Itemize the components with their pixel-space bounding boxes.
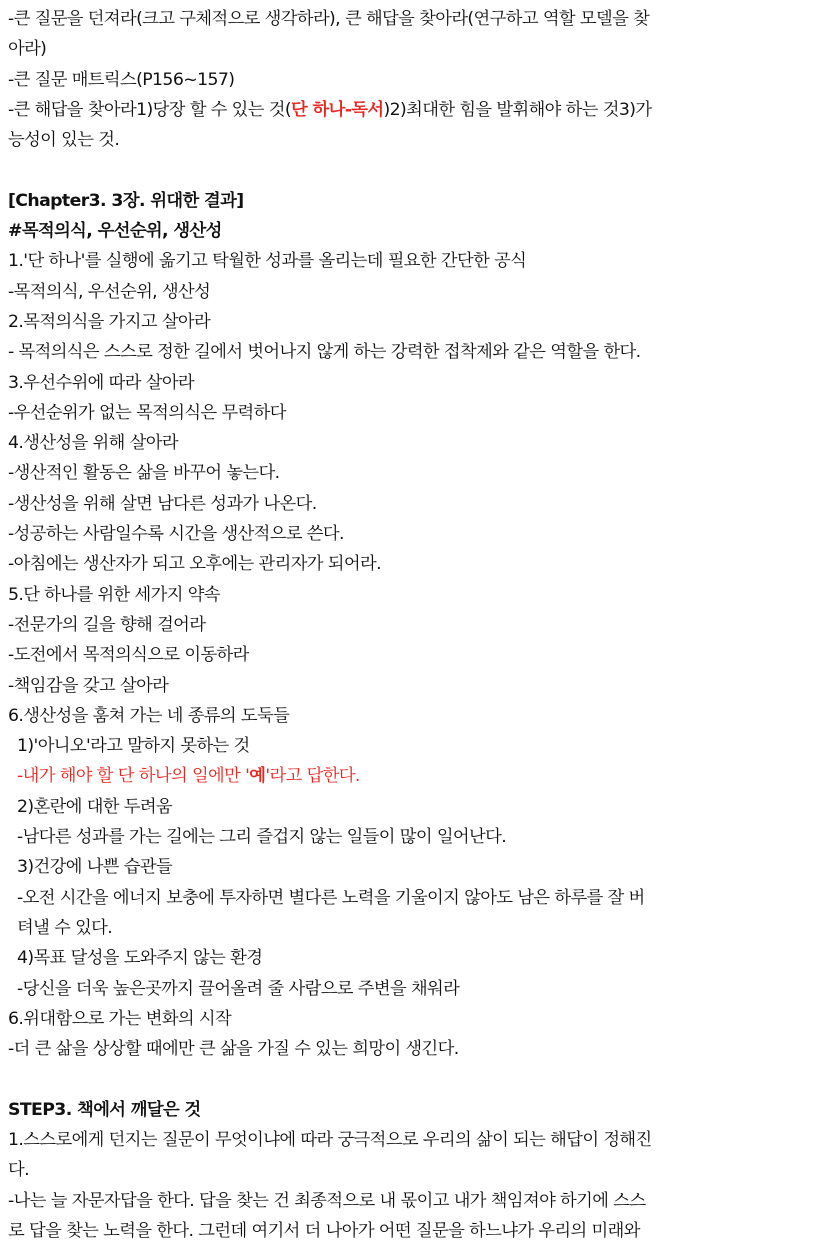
text-line: -오전 시간을 에너지 보충에 투자하면 별다른 노력을 기울이지 않아도 남은 하루를 잘 버 — [17, 887, 645, 908]
text-span: -내가 해야 할 단 하나의 일에만 ' — [17, 766, 250, 787]
text-line: 텨낼 수 있다. — [17, 917, 113, 938]
text-line: 로 답을 찾는 노력을 한다. 그런데 여기서 더 나아가 어떤 질문을 하느냐가 우리의 미래와 — [8, 1220, 640, 1241]
text-line: 4)목표 달성을 도와주지 않는 환경 — [17, 948, 263, 969]
text-line: 3)건강에 나쁜 습관들 — [17, 857, 173, 878]
text-line: - 목적의식은 스스로 정한 길에서 벗어나지 않게 하는 강력한 접착제와 같은 역할을 한다. — [8, 342, 641, 363]
text-line: 6.생산성을 훔쳐 가는 네 종류의 도둑들 — [8, 705, 290, 726]
text-line: 4.생산성을 위해 살아라 — [8, 433, 178, 454]
highlight-text: 예 — [249, 766, 266, 787]
text-line: 2.목적의식을 가지고 살아라 — [8, 311, 211, 332]
blank-line — [8, 1064, 827, 1094]
text-line: -성공하는 사람일수록 시간을 생산적으로 쓴다. — [8, 524, 344, 545]
text-line: -우선순위가 없는 목적의식은 무력하다 — [8, 402, 286, 423]
text-line: -생산적인 활동은 삶을 바꾸어 놓는다. — [8, 463, 280, 484]
text-line: 1.'단 하나'를 실행에 옮기고 탁월한 성과를 올리는데 필요한 간단한 공식 — [8, 251, 527, 272]
text-span: )2)최대한 힘을 발휘해야 하는 것3)가 — [383, 99, 652, 120]
text-line: -나는 늘 자문자답을 한다. 답을 찾는 건 최종적으로 내 몫이고 내가 책임져야 하기에 스스 — [8, 1190, 646, 1211]
text-line: -더 큰 삶을 상상할 때에만 큰 삶을 가질 수 있는 희망이 생긴다. — [8, 1039, 459, 1060]
text-line: -남다른 성과를 가는 길에는 그리 즐겁지 않는 일들이 많이 일어난다. — [17, 827, 507, 848]
text-line: -목적의식, 우선순위, 생산성 — [8, 281, 211, 302]
text-line: 1.스스로에게 던지는 질문이 무엇이냐에 따라 궁극적으로 우리의 삶이 되는 해답이 정해진 — [8, 1129, 652, 1150]
text-line: 5.단 하나를 위한 세가지 약속 — [8, 584, 220, 605]
text-line: 능성이 있는 것. — [8, 130, 120, 151]
chapter-heading: [Chapter3. 3장. 위대한 결과] — [8, 190, 244, 211]
text-line: -전문가의 길을 향해 걸어라 — [8, 614, 206, 635]
text-line: -생산성을 위해 살면 남다른 성과가 나온다. — [8, 493, 317, 514]
text-line: -큰 질문을 던져라(크고 구체적으로 생각하라), 큰 해답을 찾아라(연구하고 역할 모델을 찾 — [8, 9, 650, 29]
step-heading: STEP3. 책에서 깨달은 것 — [8, 1099, 201, 1120]
text-line: -아침에는 생산자가 되고 오후에는 관리자가 되어라. — [8, 554, 381, 575]
text-line: -책임감을 갖고 살아라 — [8, 675, 169, 696]
highlight-line — [8, 761, 827, 791]
text-span: '라고 답한다. — [265, 766, 360, 787]
text-span: -큰 해답을 찾아라1)당장 할 수 있는 것( — [8, 99, 291, 120]
text-line: 다. — [8, 1160, 29, 1181]
text-line: -큰 질문 매트릭스(P156~157) — [8, 69, 235, 90]
text-line: 6.위대함으로 가는 변화의 시작 — [8, 1008, 232, 1029]
text-line: -당신을 더욱 높은곳까지 끌어올려 줄 사람으로 주변을 채워라 — [17, 978, 460, 999]
highlight-text: 단 하나-독서 — [291, 99, 384, 120]
text-line: 2)혼란에 대한 두려움 — [17, 796, 173, 817]
text-line: 아라) — [8, 39, 47, 60]
text-line: 1)'아니오'라고 말하지 못하는 것 — [17, 736, 250, 757]
text-line — [8, 95, 827, 125]
hashtag-heading: #목적의식, 우선순위, 생산성 — [8, 221, 222, 242]
text-line: 3.우선수위에 따라 살아라 — [8, 372, 195, 393]
blank-line — [8, 155, 827, 185]
text-line: -도전에서 목적의식으로 이동하라 — [8, 645, 249, 666]
